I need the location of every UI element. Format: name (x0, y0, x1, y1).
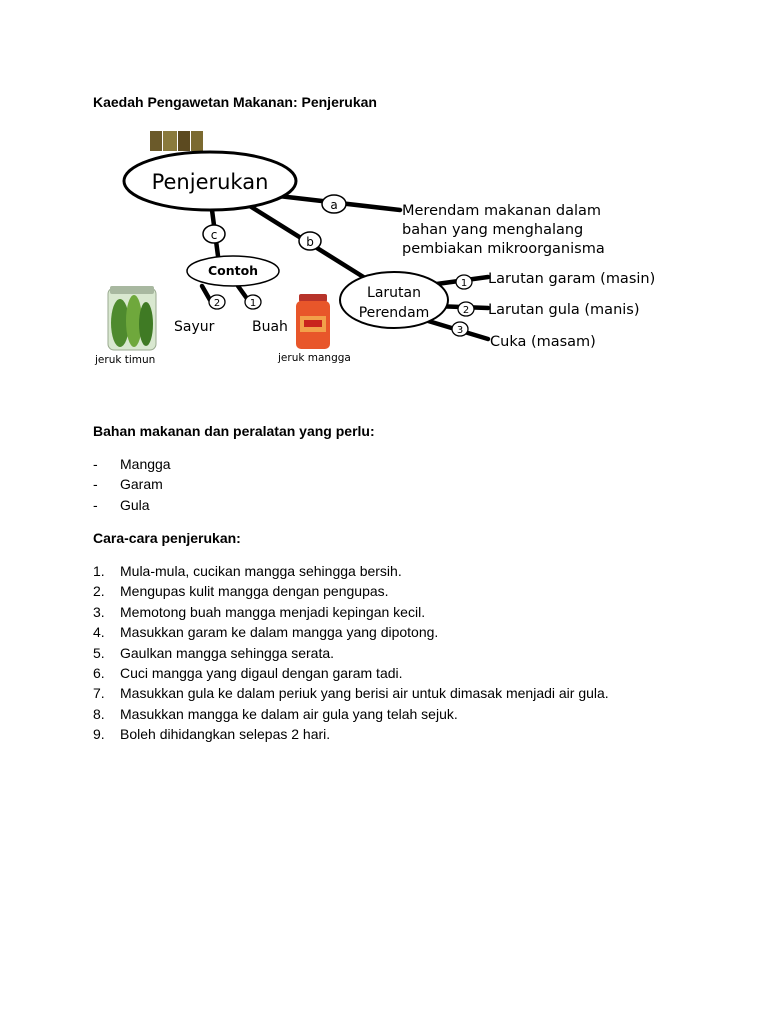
contoh-number-2 (209, 295, 225, 309)
svg-text:2: 2 (462, 305, 470, 316)
list-item: - Gula (93, 496, 150, 513)
svg-text:pembiakan mikroorganisma: pembiakan mikroorganisma (402, 241, 605, 257)
list-item: 4. Masukkan garam ke dalam mangga yang dipotong. (93, 624, 439, 641)
caption-jeruk-mangga: jeruk mangga (278, 352, 351, 364)
svg-text:bahan yang menghalang: bahan yang menghalang (402, 222, 584, 238)
list-item: 3. Memotong buah mangga menjadi kepingan kecil. (93, 603, 426, 620)
definition-text (402, 203, 605, 257)
jeruk-timun-image (108, 286, 156, 350)
branch-a-label (322, 195, 346, 213)
svg-text:1: 1 (249, 298, 257, 309)
contoh-node (187, 256, 279, 286)
svg-text:c: c (210, 228, 218, 242)
list-item: 2. Mengupas kulit mangga dengan pengupas. (93, 583, 389, 600)
svg-text:Penjerukan: Penjerukan (151, 170, 269, 194)
svg-text:2: 2 (213, 298, 221, 309)
section-heading-cara: Cara-cara penjerukan: (93, 530, 241, 546)
penjerukan-node (124, 152, 296, 210)
contoh-number-1 (245, 295, 261, 309)
branch-c-label (203, 225, 225, 243)
list-item: - Garam (93, 476, 163, 493)
branch-b-label (299, 232, 321, 250)
larutan-perendam-node (340, 272, 448, 328)
solution-cuka: Cuka (masam) (490, 334, 596, 350)
list-item: 8. Masukkan mangga ke dalam air gula yang telah sejuk. (93, 705, 458, 722)
solution-garam: Larutan garam (masin) (488, 271, 656, 287)
svg-text:a: a (330, 198, 338, 212)
svg-text:b: b (306, 235, 314, 249)
solution-labels (488, 271, 655, 350)
svg-text:Perendam: Perendam (358, 305, 430, 321)
solution-gula: Larutan gula (manis) (488, 302, 640, 318)
svg-text:Merendam makanan dalam: Merendam makanan dalam (402, 203, 602, 219)
jeruk-mangga-image (296, 294, 330, 349)
svg-text:1: 1 (460, 278, 468, 289)
top-thumbnail-image (150, 131, 203, 151)
list-item: 5. Gaulkan mangga sehingga serata. (93, 644, 335, 661)
cara-list (93, 561, 609, 745)
solution-number-2 (458, 302, 474, 316)
solution-number-1 (456, 275, 472, 289)
buah-label: Buah (252, 319, 288, 335)
caption-jeruk-timun: jeruk timun (95, 354, 156, 366)
page-title: Kaedah Pengawetan Makanan: Penjerukan (93, 94, 377, 110)
svg-text:3: 3 (456, 325, 464, 336)
section-heading-bahan: Bahan makanan dan peralatan yang perlu: (93, 423, 375, 439)
sayur-label: Sayur (174, 319, 215, 335)
penjerukan-concept-map (90, 128, 690, 373)
bahan-list (93, 454, 171, 515)
list-item: 6. Cuci mangga yang digaul dengan garam tadi. (93, 664, 403, 681)
list-item: 1. Mula-mula, cucikan mangga sehingga bersih. (93, 563, 402, 579)
solution-number-3 (452, 322, 468, 336)
svg-text:Contoh: Contoh (207, 263, 259, 278)
svg-text:Larutan: Larutan (367, 285, 421, 301)
list-item: - Mangga (93, 456, 171, 472)
list-item: 7. Masukkan gula ke dalam periuk yang berisi air untuk dimasak menjadi air gula. (93, 685, 609, 702)
list-item: 9. Boleh dihidangkan selepas 2 hari. (93, 726, 331, 743)
